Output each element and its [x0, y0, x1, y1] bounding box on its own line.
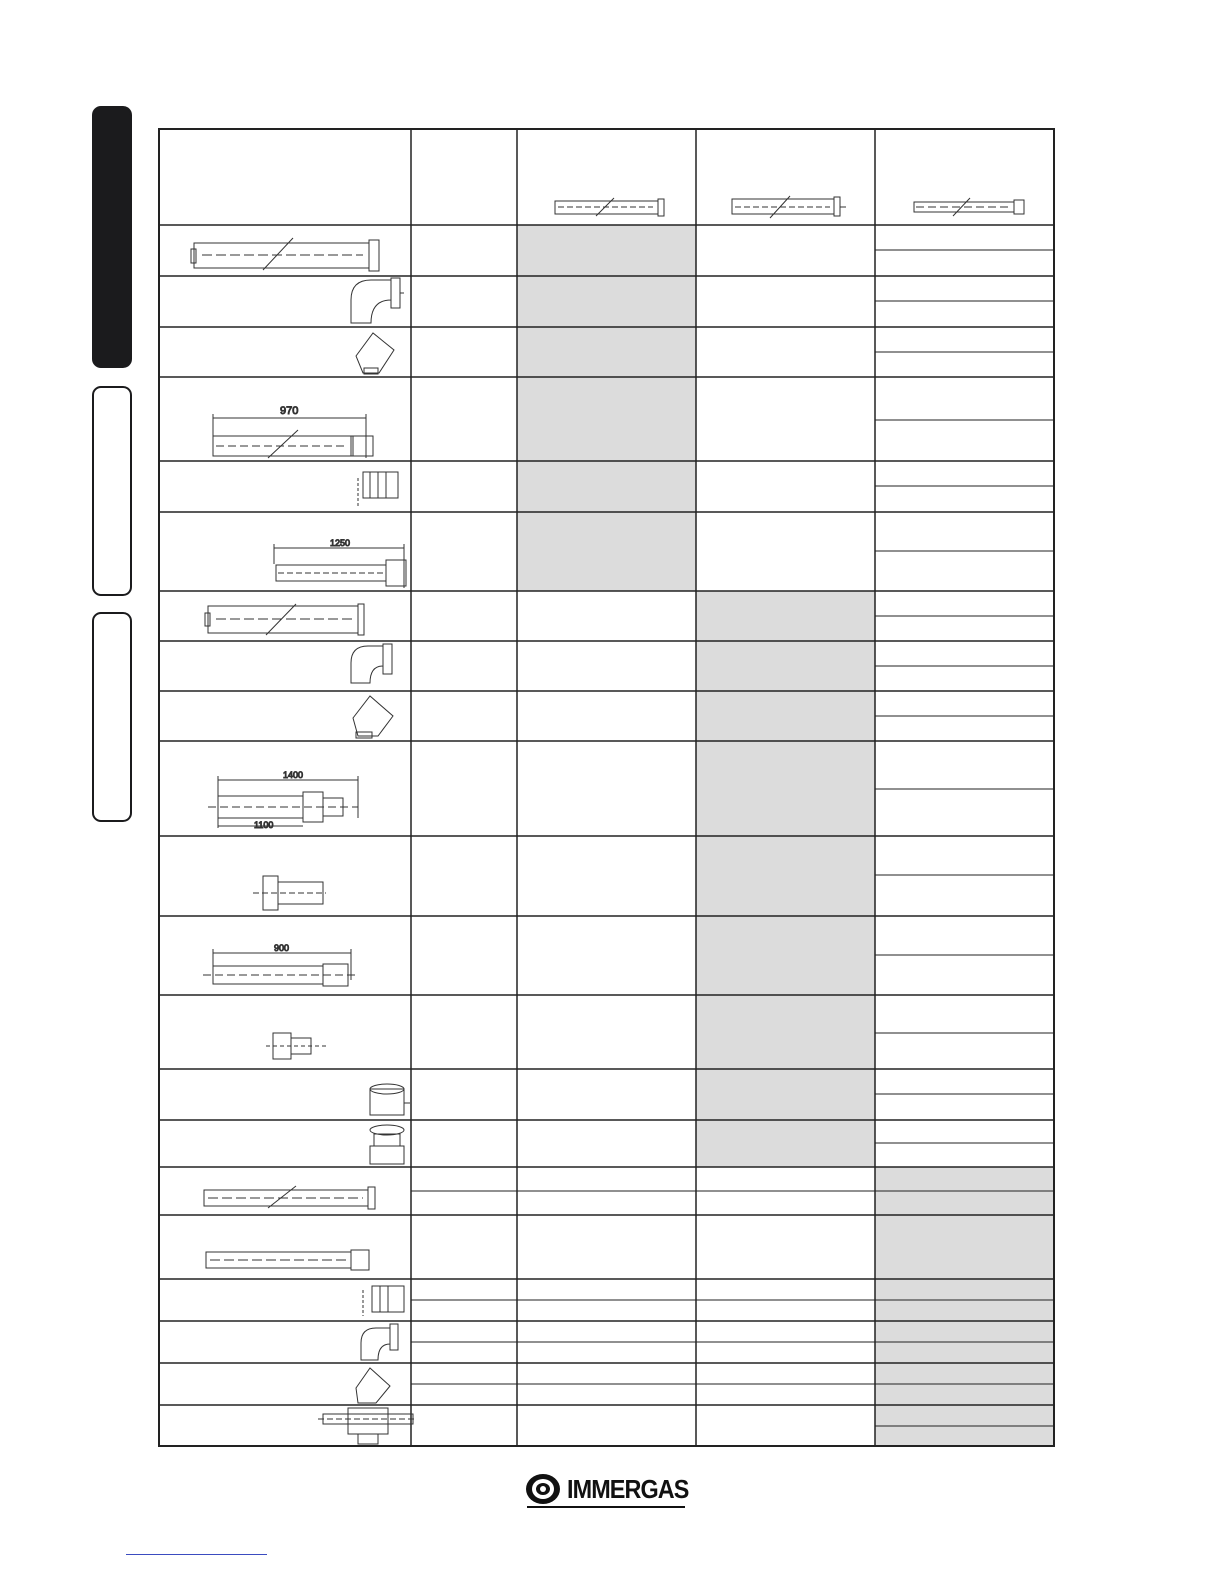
brand-logo — [525, 1470, 687, 1510]
dimension-label-900: 900 — [274, 943, 290, 953]
side-tab-2[interactable] — [92, 386, 132, 596]
side-tab-3[interactable] — [92, 612, 132, 822]
logo-text: IMMERGAS — [567, 1474, 689, 1504]
logo-mark-icon — [525, 1472, 565, 1506]
header-pipe-icons — [555, 196, 1024, 218]
side-tab-1[interactable] — [92, 106, 132, 368]
footer-link-line[interactable] — [126, 1554, 267, 1555]
component-drawings — [191, 238, 416, 1444]
logo-underline — [527, 1506, 685, 1508]
dimension-label-1400: 1400 — [283, 770, 304, 780]
dimension-label-1250: 1250 — [330, 538, 351, 548]
dimension-label-970: 970 — [280, 405, 299, 417]
dimension-label-1100: 1100 — [254, 820, 274, 830]
component-table — [158, 128, 1056, 1448]
table-grid — [158, 128, 1056, 1448]
